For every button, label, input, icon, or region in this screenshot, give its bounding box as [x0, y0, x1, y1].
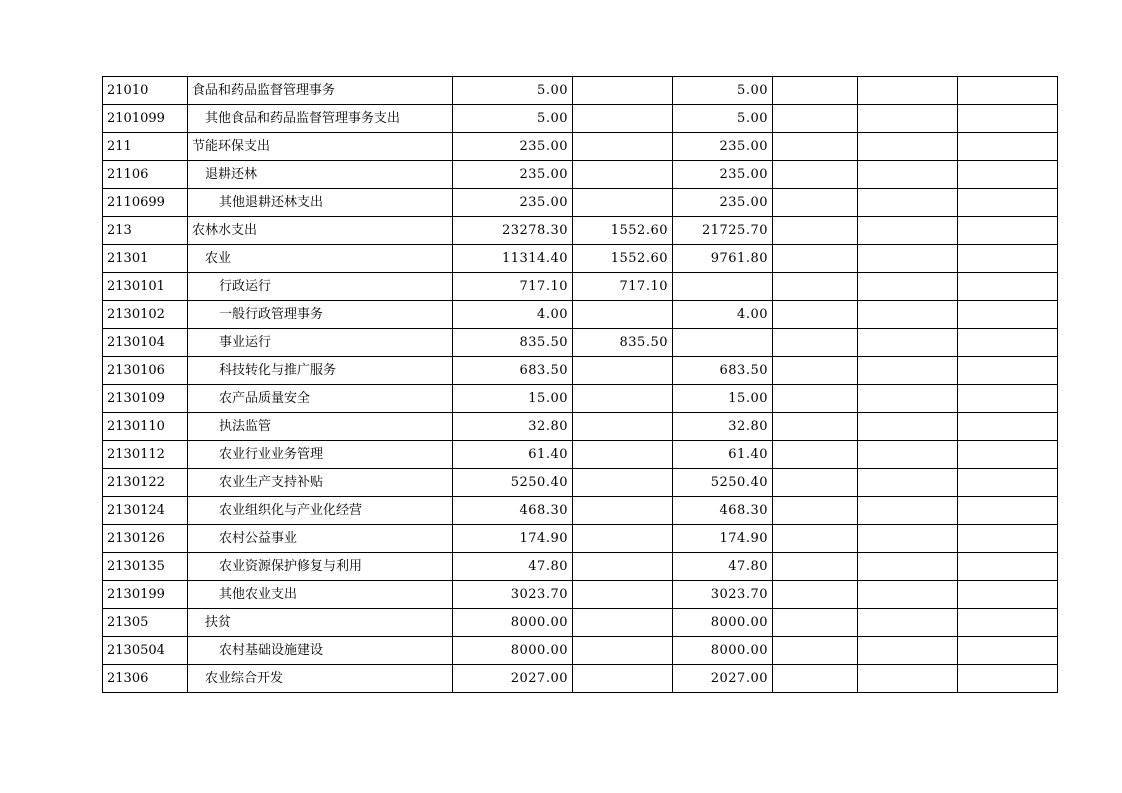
empty-cell [773, 77, 858, 105]
subject-name-cell: 其他退耕还林支出 [188, 189, 453, 217]
project-expenditure-cell: 235.00 [673, 133, 773, 161]
subject-name-cell: 农村基础设施建设 [188, 637, 453, 665]
total-amount-cell: 468.30 [453, 497, 573, 525]
project-expenditure-cell: 5.00 [673, 77, 773, 105]
subject-code-cell: 2130126 [103, 525, 188, 553]
subject-name-cell: 扶贫 [188, 609, 453, 637]
total-amount-cell: 47.80 [453, 553, 573, 581]
basic-expenditure-cell [573, 553, 673, 581]
total-amount-cell: 5250.40 [453, 469, 573, 497]
table-row [103, 609, 1058, 637]
empty-cell [958, 553, 1058, 581]
project-expenditure-cell: 9761.80 [673, 245, 773, 273]
total-amount-cell: 174.90 [453, 525, 573, 553]
empty-cell [773, 581, 858, 609]
subject-name-cell: 农业生产支持补贴 [188, 469, 453, 497]
empty-cell [773, 245, 858, 273]
total-amount-cell: 683.50 [453, 357, 573, 385]
project-expenditure-cell [673, 273, 773, 301]
subject-code-cell: 2130122 [103, 469, 188, 497]
empty-cell [958, 133, 1058, 161]
empty-cell [773, 553, 858, 581]
total-amount-cell: 32.80 [453, 413, 573, 441]
project-expenditure-cell: 8000.00 [673, 609, 773, 637]
subject-name-cell: 农产品质量安全 [188, 385, 453, 413]
basic-expenditure-cell [573, 609, 673, 637]
table-row [103, 637, 1058, 665]
empty-cell [858, 245, 958, 273]
subject-name-cell: 农业行业业务管理 [188, 441, 453, 469]
table-row [103, 217, 1058, 245]
basic-expenditure-cell: 1552.60 [573, 217, 673, 245]
table-row [103, 497, 1058, 525]
basic-expenditure-cell [573, 77, 673, 105]
total-amount-cell: 835.50 [453, 329, 573, 357]
basic-expenditure-cell [573, 301, 673, 329]
empty-cell [773, 497, 858, 525]
subject-name-cell: 农村公益事业 [188, 525, 453, 553]
empty-cell [858, 329, 958, 357]
empty-cell [773, 161, 858, 189]
basic-expenditure-cell [573, 413, 673, 441]
subject-code-cell: 2130135 [103, 553, 188, 581]
empty-cell [958, 329, 1058, 357]
empty-cell [858, 525, 958, 553]
empty-cell [773, 441, 858, 469]
project-expenditure-cell: 468.30 [673, 497, 773, 525]
empty-cell [858, 413, 958, 441]
subject-name-cell: 食品和药品监督管理事务 [188, 77, 453, 105]
empty-cell [958, 497, 1058, 525]
subject-code-cell: 2130199 [103, 581, 188, 609]
subject-name-cell: 其他农业支出 [188, 581, 453, 609]
basic-expenditure-cell [573, 161, 673, 189]
subject-code-cell: 2130124 [103, 497, 188, 525]
empty-cell [773, 217, 858, 245]
project-expenditure-cell: 2027.00 [673, 665, 773, 693]
empty-cell [773, 357, 858, 385]
table-row [103, 77, 1058, 105]
project-expenditure-cell: 235.00 [673, 161, 773, 189]
basic-expenditure-cell [573, 469, 673, 497]
empty-cell [858, 77, 958, 105]
project-expenditure-cell: 235.00 [673, 189, 773, 217]
empty-cell [773, 329, 858, 357]
project-expenditure-cell: 15.00 [673, 385, 773, 413]
subject-name-cell: 退耕还林 [188, 161, 453, 189]
empty-cell [958, 217, 1058, 245]
project-expenditure-cell: 8000.00 [673, 637, 773, 665]
total-amount-cell: 235.00 [453, 189, 573, 217]
basic-expenditure-cell [573, 189, 673, 217]
empty-cell [773, 273, 858, 301]
empty-cell [858, 497, 958, 525]
subject-name-cell: 农业综合开发 [188, 665, 453, 693]
basic-expenditure-cell [573, 525, 673, 553]
table-row [103, 413, 1058, 441]
empty-cell [773, 301, 858, 329]
subject-code-cell: 2130110 [103, 413, 188, 441]
empty-cell [773, 665, 858, 693]
basic-expenditure-cell: 1552.60 [573, 245, 673, 273]
total-amount-cell: 3023.70 [453, 581, 573, 609]
empty-cell [958, 273, 1058, 301]
subject-code-cell: 2110699 [103, 189, 188, 217]
subject-name-cell: 事业运行 [188, 329, 453, 357]
empty-cell [958, 77, 1058, 105]
subject-code-cell: 2130109 [103, 385, 188, 413]
project-expenditure-cell: 47.80 [673, 553, 773, 581]
basic-expenditure-cell [573, 497, 673, 525]
table-row [103, 525, 1058, 553]
total-amount-cell: 5.00 [453, 77, 573, 105]
empty-cell [958, 609, 1058, 637]
empty-cell [858, 581, 958, 609]
subject-code-cell: 2130106 [103, 357, 188, 385]
empty-cell [773, 609, 858, 637]
subject-code-cell: 213 [103, 217, 188, 245]
subject-code-cell: 2130104 [103, 329, 188, 357]
table-row [103, 385, 1058, 413]
subject-code-cell: 21306 [103, 665, 188, 693]
subject-name-cell: 农业组织化与产业化经营 [188, 497, 453, 525]
subject-code-cell: 21305 [103, 609, 188, 637]
empty-cell [958, 413, 1058, 441]
table-row [103, 469, 1058, 497]
total-amount-cell: 8000.00 [453, 609, 573, 637]
empty-cell [773, 105, 858, 133]
project-expenditure-cell: 5.00 [673, 105, 773, 133]
basic-expenditure-cell [573, 581, 673, 609]
table-row [103, 133, 1058, 161]
subject-code-cell: 2130112 [103, 441, 188, 469]
empty-cell [858, 105, 958, 133]
empty-cell [958, 665, 1058, 693]
subject-code-cell: 211 [103, 133, 188, 161]
empty-cell [958, 161, 1058, 189]
basic-expenditure-cell [573, 105, 673, 133]
table-row [103, 441, 1058, 469]
total-amount-cell: 8000.00 [453, 637, 573, 665]
subject-name-cell: 执法监管 [188, 413, 453, 441]
empty-cell [773, 133, 858, 161]
table-row [103, 665, 1058, 693]
empty-cell [858, 469, 958, 497]
table-row [103, 357, 1058, 385]
basic-expenditure-cell: 717.10 [573, 273, 673, 301]
subject-code-cell: 2130101 [103, 273, 188, 301]
empty-cell [958, 525, 1058, 553]
empty-cell [958, 385, 1058, 413]
project-expenditure-cell: 5250.40 [673, 469, 773, 497]
basic-expenditure-cell [573, 637, 673, 665]
basic-expenditure-cell [573, 665, 673, 693]
empty-cell [858, 273, 958, 301]
empty-cell [958, 245, 1058, 273]
empty-cell [858, 357, 958, 385]
empty-cell [958, 637, 1058, 665]
subject-code-cell: 21010 [103, 77, 188, 105]
subject-code-cell: 2101099 [103, 105, 188, 133]
empty-cell [958, 189, 1058, 217]
subject-name-cell: 行政运行 [188, 273, 453, 301]
empty-cell [773, 469, 858, 497]
project-expenditure-cell: 4.00 [673, 301, 773, 329]
empty-cell [858, 637, 958, 665]
total-amount-cell: 235.00 [453, 161, 573, 189]
table-row [103, 553, 1058, 581]
total-amount-cell: 5.00 [453, 105, 573, 133]
empty-cell [858, 301, 958, 329]
empty-cell [773, 385, 858, 413]
project-expenditure-cell [673, 329, 773, 357]
subject-code-cell: 2130102 [103, 301, 188, 329]
budget-expenditure-table [102, 76, 1058, 693]
basic-expenditure-cell [573, 385, 673, 413]
table-row [103, 105, 1058, 133]
basic-expenditure-cell [573, 133, 673, 161]
empty-cell [958, 469, 1058, 497]
subject-name-cell: 节能环保支出 [188, 133, 453, 161]
empty-cell [858, 161, 958, 189]
empty-cell [958, 441, 1058, 469]
empty-cell [773, 189, 858, 217]
subject-name-cell: 一般行政管理事务 [188, 301, 453, 329]
subject-code-cell: 21301 [103, 245, 188, 273]
subject-name-cell: 科技转化与推广服务 [188, 357, 453, 385]
empty-cell [858, 609, 958, 637]
empty-cell [773, 413, 858, 441]
total-amount-cell: 15.00 [453, 385, 573, 413]
total-amount-cell: 61.40 [453, 441, 573, 469]
project-expenditure-cell: 683.50 [673, 357, 773, 385]
empty-cell [773, 525, 858, 553]
project-expenditure-cell: 32.80 [673, 413, 773, 441]
empty-cell [858, 217, 958, 245]
empty-cell [858, 385, 958, 413]
project-expenditure-cell: 174.90 [673, 525, 773, 553]
total-amount-cell: 2027.00 [453, 665, 573, 693]
subject-name-cell: 农业资源保护修复与利用 [188, 553, 453, 581]
empty-cell [858, 189, 958, 217]
basic-expenditure-cell: 835.50 [573, 329, 673, 357]
table-row [103, 161, 1058, 189]
empty-cell [858, 553, 958, 581]
subject-name-cell: 其他食品和药品监督管理事务支出 [188, 105, 453, 133]
empty-cell [958, 105, 1058, 133]
total-amount-cell: 235.00 [453, 133, 573, 161]
total-amount-cell: 717.10 [453, 273, 573, 301]
empty-cell [958, 581, 1058, 609]
subject-code-cell: 2130504 [103, 637, 188, 665]
table-body [103, 77, 1058, 693]
table-row [103, 245, 1058, 273]
basic-expenditure-cell [573, 357, 673, 385]
total-amount-cell: 4.00 [453, 301, 573, 329]
subject-code-cell: 21106 [103, 161, 188, 189]
table-row [103, 273, 1058, 301]
project-expenditure-cell: 21725.70 [673, 217, 773, 245]
total-amount-cell: 11314.40 [453, 245, 573, 273]
empty-cell [773, 637, 858, 665]
table-row [103, 581, 1058, 609]
empty-cell [958, 357, 1058, 385]
table-row [103, 329, 1058, 357]
total-amount-cell: 23278.30 [453, 217, 573, 245]
subject-name-cell: 农业 [188, 245, 453, 273]
table-row [103, 301, 1058, 329]
empty-cell [958, 301, 1058, 329]
table-row [103, 189, 1058, 217]
empty-cell [858, 441, 958, 469]
basic-expenditure-cell [573, 441, 673, 469]
subject-name-cell: 农林水支出 [188, 217, 453, 245]
empty-cell [858, 133, 958, 161]
project-expenditure-cell: 3023.70 [673, 581, 773, 609]
project-expenditure-cell: 61.40 [673, 441, 773, 469]
empty-cell [858, 665, 958, 693]
